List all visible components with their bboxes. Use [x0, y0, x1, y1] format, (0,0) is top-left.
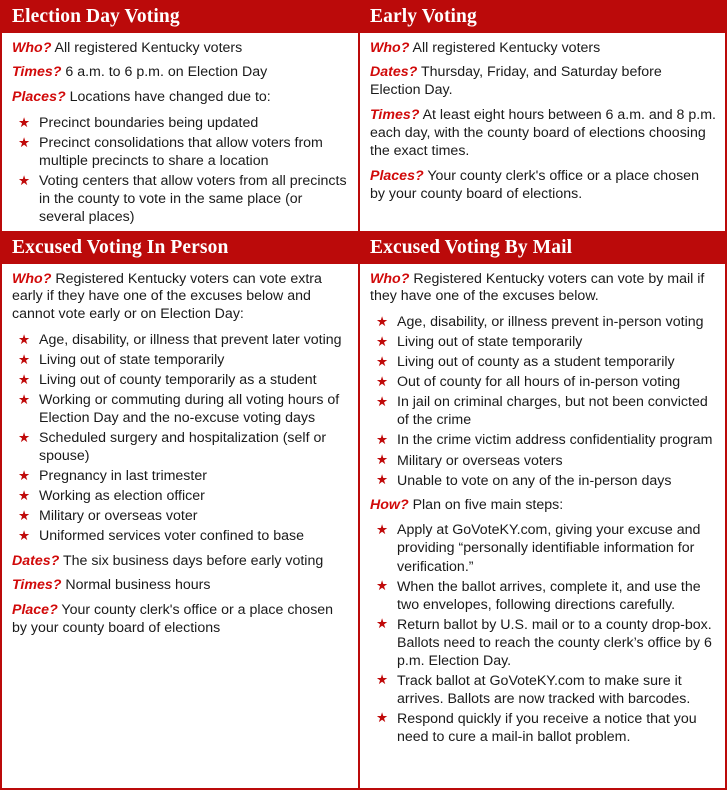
info-text: Plan on five main steps:: [408, 496, 564, 513]
list-item: [12, 172, 349, 226]
info-paragraph: [12, 602, 349, 638]
list-item: [370, 521, 716, 575]
panel-title: Early Voting: [360, 2, 725, 33]
list-item: [12, 331, 349, 349]
list-item: [12, 467, 349, 485]
info-text: Normal business hours: [61, 577, 211, 594]
info-label: Dates?: [370, 64, 418, 81]
info-paragraph: [370, 107, 716, 161]
list-item-label: Living out of state temporarily: [397, 334, 583, 351]
list-item: [12, 507, 349, 525]
star-bullet-icon: ★: [376, 472, 389, 488]
list-item-label: Living out of county as a student temporarily: [397, 354, 675, 371]
info-text: Locations have changed due to:: [65, 89, 271, 106]
star-bullet-icon: ★: [376, 393, 389, 409]
panel-excused-voting-by-mail: [359, 232, 727, 790]
info-paragraph: [370, 168, 716, 204]
info-paragraph: [12, 271, 349, 325]
info-label: Place?: [12, 602, 58, 619]
star-bullet-icon: ★: [18, 507, 31, 523]
list-item-label: Return ballot by U.S. mail or to a county drop-box. Ballots need to reach the county clerk’s office by 6 p.m. Election Day.: [397, 616, 712, 669]
info-text: Registered Kentucky voters can vote extra early if they have one of the excuses below and cannot vote early or on Election Day:: [12, 270, 322, 323]
list-item-label: Working or commuting during all voting hours of Election Day and the no-excuse voting days: [39, 392, 340, 427]
list-item-label: Living out of county temporarily as a student: [39, 372, 317, 389]
list-item-label: Respond quickly if you receive a notice that you need to cure a mail-in ballot problem.: [397, 710, 697, 745]
list-item-label: Precinct boundaries being updated: [39, 115, 259, 132]
info-text: Your county clerk's office or a place chosen by your county board of elections: [12, 602, 334, 637]
info-paragraph: [370, 497, 716, 515]
list-item-label: Military or overseas voter: [39, 508, 198, 525]
list-item: [370, 672, 716, 708]
info-paragraph: [370, 64, 716, 100]
info-label: Times?: [12, 64, 62, 81]
panel-body: [360, 264, 725, 789]
star-bullet-icon: ★: [376, 353, 389, 369]
list-item: [370, 373, 716, 391]
info-paragraph: [370, 271, 716, 307]
info-paragraph: [12, 64, 349, 82]
panel-title: Election Day Voting: [2, 2, 358, 33]
star-bullet-icon: ★: [376, 452, 389, 467]
star-bullet-icon: ★: [18, 487, 31, 503]
info-paragraph: [12, 577, 349, 595]
info-paragraph: [12, 40, 349, 58]
list-item-label: Precinct consolidations that allow voters from multiple precincts to share a location: [39, 135, 323, 170]
star-bullet-icon: ★: [376, 616, 389, 632]
panel-early-voting: [359, 0, 727, 232]
list-item: [370, 431, 716, 449]
bullet-list: [12, 331, 349, 545]
list-item: [370, 333, 716, 351]
star-bullet-icon: ★: [18, 467, 31, 483]
star-bullet-icon: ★: [376, 333, 389, 349]
list-item: [12, 487, 349, 505]
info-label: Places?: [370, 167, 424, 184]
bullet-list: [370, 313, 716, 489]
star-bullet-icon: ★: [376, 710, 389, 726]
info-text: Registered Kentucky voters can vote by mail if they have one of the excuses below.: [370, 270, 705, 305]
list-item-label: Pregnancy in last trimester: [39, 468, 207, 485]
list-item-label: Age, disability, or illness that prevent later voting: [39, 332, 342, 349]
list-item-label: Unable to vote on any of the in-person days: [397, 472, 672, 489]
star-bullet-icon: ★: [376, 672, 389, 688]
info-text: Your county clerk's office or a place chosen by your county board of elections.: [370, 167, 699, 202]
panel-body: [2, 33, 358, 233]
info-text: All registered Kentucky voters: [51, 39, 243, 56]
info-text: The six business days before early voting: [59, 552, 324, 569]
list-item-label: Apply at GoVoteKY.com, giving your excuse and providing “personally identifiable information for verification.”: [397, 522, 701, 575]
info-label: Times?: [12, 577, 62, 594]
star-bullet-icon: ★: [18, 371, 31, 387]
list-item-label: Living out of state temporarily: [39, 352, 225, 369]
panel-title: Excused Voting By Mail: [360, 233, 725, 264]
bullet-list: [12, 114, 349, 226]
list-item: [370, 393, 716, 429]
info-paragraph: [370, 40, 716, 58]
list-item-label: In the crime victim address confidentiality program: [397, 432, 713, 449]
star-bullet-icon: ★: [18, 134, 31, 150]
info-label: Who?: [370, 39, 410, 56]
list-item-label: Age, disability, or illness prevent in-person voting: [397, 314, 704, 331]
list-item: [370, 710, 716, 746]
star-bullet-icon: ★: [376, 578, 389, 594]
panel-election-day-voting: [0, 0, 359, 232]
list-item-label: Scheduled surgery and hospitalization (self or spouse): [39, 430, 327, 465]
list-item: [370, 452, 716, 470]
list-item: [370, 578, 716, 614]
list-item-label: Military or overseas voters: [397, 452, 563, 469]
star-bullet-icon: ★: [376, 313, 389, 329]
panel-title: Excused Voting In Person: [2, 233, 358, 264]
list-item: [12, 351, 349, 369]
list-item-label: In jail on criminal charges, but not been convicted of the crime: [397, 394, 708, 429]
list-item: [12, 527, 349, 545]
star-bullet-icon: ★: [376, 373, 389, 389]
list-item: [12, 391, 349, 427]
info-label: Places?: [12, 89, 66, 106]
info-text: 6 a.m. to 6 p.m. on Election Day: [61, 64, 268, 81]
panel-body: [360, 33, 725, 232]
star-bullet-icon: ★: [18, 331, 31, 347]
star-bullet-icon: ★: [18, 429, 31, 445]
info-label: Times?: [370, 107, 420, 124]
list-item: [12, 371, 349, 389]
info-label: Who?: [12, 270, 52, 287]
info-paragraph: [12, 553, 349, 571]
info-label: How?: [370, 496, 409, 513]
list-item-label: Out of county for all hours of in-person voting: [397, 374, 681, 391]
info-text: All registered Kentucky voters: [409, 39, 601, 56]
panel-body: [2, 264, 358, 789]
info-paragraph: [12, 89, 349, 107]
list-item-label: Uniformed services voter confined to base: [39, 528, 304, 545]
star-bullet-icon: ★: [18, 391, 31, 407]
star-bullet-icon: ★: [18, 527, 31, 543]
star-bullet-icon: ★: [18, 351, 31, 367]
list-item-label: Track ballot at GoVoteKY.com to make sure it arrives. Ballots are now tracked with barcodes.: [397, 672, 691, 707]
panel-excused-voting-in-person: [0, 232, 359, 790]
list-item-label: When the ballot arrives, complete it, and use the two envelopes, following directions carefully.: [397, 578, 701, 613]
list-item: [12, 134, 349, 170]
star-bullet-icon: ★: [18, 114, 31, 130]
info-label: Who?: [370, 270, 410, 287]
info-text: Thursday, Friday, and Saturday before Election Day.: [370, 64, 662, 99]
list-item: [370, 472, 716, 490]
list-item: [12, 429, 349, 465]
info-label: Who?: [12, 39, 52, 56]
star-bullet-icon: ★: [376, 521, 389, 537]
list-item: [370, 353, 716, 371]
list-item: [370, 313, 716, 331]
list-item: [12, 114, 349, 132]
info-text: At least eight hours between 6 a.m. and 8 p.m. each day, with the county board of elections choosing the exact times.: [370, 107, 716, 159]
star-bullet-icon: ★: [376, 431, 389, 447]
list-item-label: Working as election officer: [39, 488, 205, 505]
star-bullet-icon: ★: [18, 172, 31, 188]
bullet-list: [370, 521, 716, 745]
list-item: [370, 616, 716, 670]
info-label: Dates?: [12, 552, 60, 569]
list-item-label: Voting centers that allow voters from all precincts in the county to vote in the same place (or several places): [39, 173, 347, 226]
